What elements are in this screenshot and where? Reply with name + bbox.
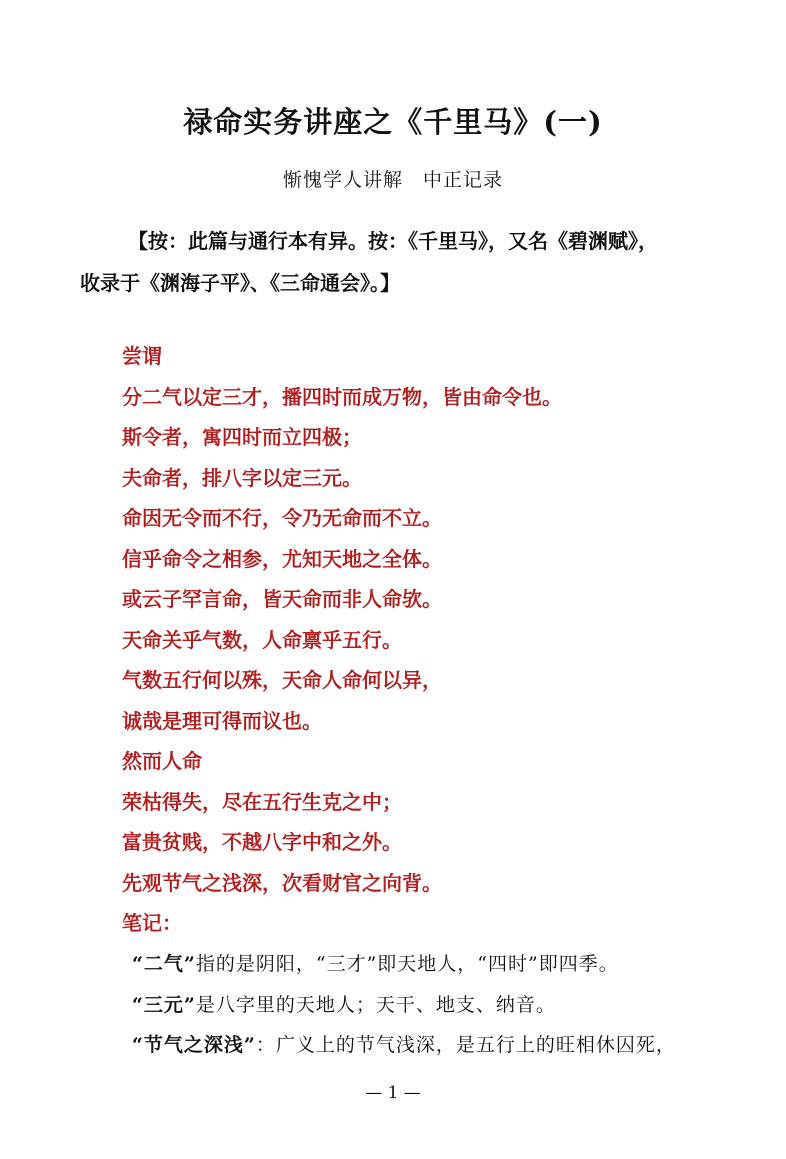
poem-line: 分二气以定三才，播四时而成万物，皆由命令也。 bbox=[122, 384, 562, 409]
poem-line: 诚哉是理可得而议也。 bbox=[122, 708, 322, 733]
document-title: 禄命实务讲座之《千里马》(一) bbox=[183, 105, 603, 139]
poem-line: 气数五行何以殊，天命人命何以异， bbox=[122, 668, 442, 692]
poem-line: 信乎命令之相参，尤知天地之全体。 bbox=[122, 546, 442, 571]
notes-heading: 笔记： bbox=[122, 911, 182, 935]
note-line bbox=[132, 944, 732, 985]
page-number: — 1 — bbox=[365, 1083, 421, 1103]
note-text: 是八字里的天地人；天干、地支、纳音。 bbox=[195, 993, 556, 1016]
poem-line: 天命关乎气数，人命禀乎五行。 bbox=[122, 627, 402, 652]
note-text: ：广义上的节气浅深，是五行上的旺相休囚死， bbox=[255, 1034, 676, 1056]
editor-note-line-1: 【按：此篇与通行本有异。按：《千里马》，又名《碧渊赋》， bbox=[128, 229, 658, 253]
note-line bbox=[132, 985, 732, 1026]
poem-line: 富贵贫贱，不越八字中和之外。 bbox=[122, 830, 402, 854]
note-term: “节气之深浅” bbox=[132, 1034, 256, 1056]
note-text: 指的是阴阳，“三才”即天地人，“四时”即四季。 bbox=[195, 953, 619, 975]
poem-line: 命因无令而不行，令乃无命而不立。 bbox=[122, 506, 442, 530]
editor-note bbox=[80, 220, 700, 304]
poem-line: 斯令者，寓四时而立四极； bbox=[122, 425, 362, 449]
poem-line: 先观节气之浅深，次看财官之向背。 bbox=[122, 870, 442, 895]
poem-line: 或云子罕言命，皆天命而非人命欤。 bbox=[122, 587, 442, 611]
poem-line: 尝谓 bbox=[122, 344, 162, 368]
notes-section bbox=[132, 944, 732, 1066]
poem-line: 荣枯得失，尽在五行生克之中； bbox=[122, 789, 402, 814]
note-term: “二气” bbox=[132, 953, 196, 975]
note-term: “三元” bbox=[132, 993, 196, 1016]
poem-line: 然而人命 bbox=[122, 749, 202, 773]
poem-text bbox=[122, 336, 722, 903]
editor-note-line-2: 收录于《渊海子平》、《三命通会》。】 bbox=[80, 271, 400, 295]
note-line bbox=[132, 1025, 732, 1066]
poem-line: 夫命者，排八字以定三元。 bbox=[122, 465, 362, 490]
author-line: 惭愧学人讲解 中正记录 bbox=[282, 169, 503, 191]
